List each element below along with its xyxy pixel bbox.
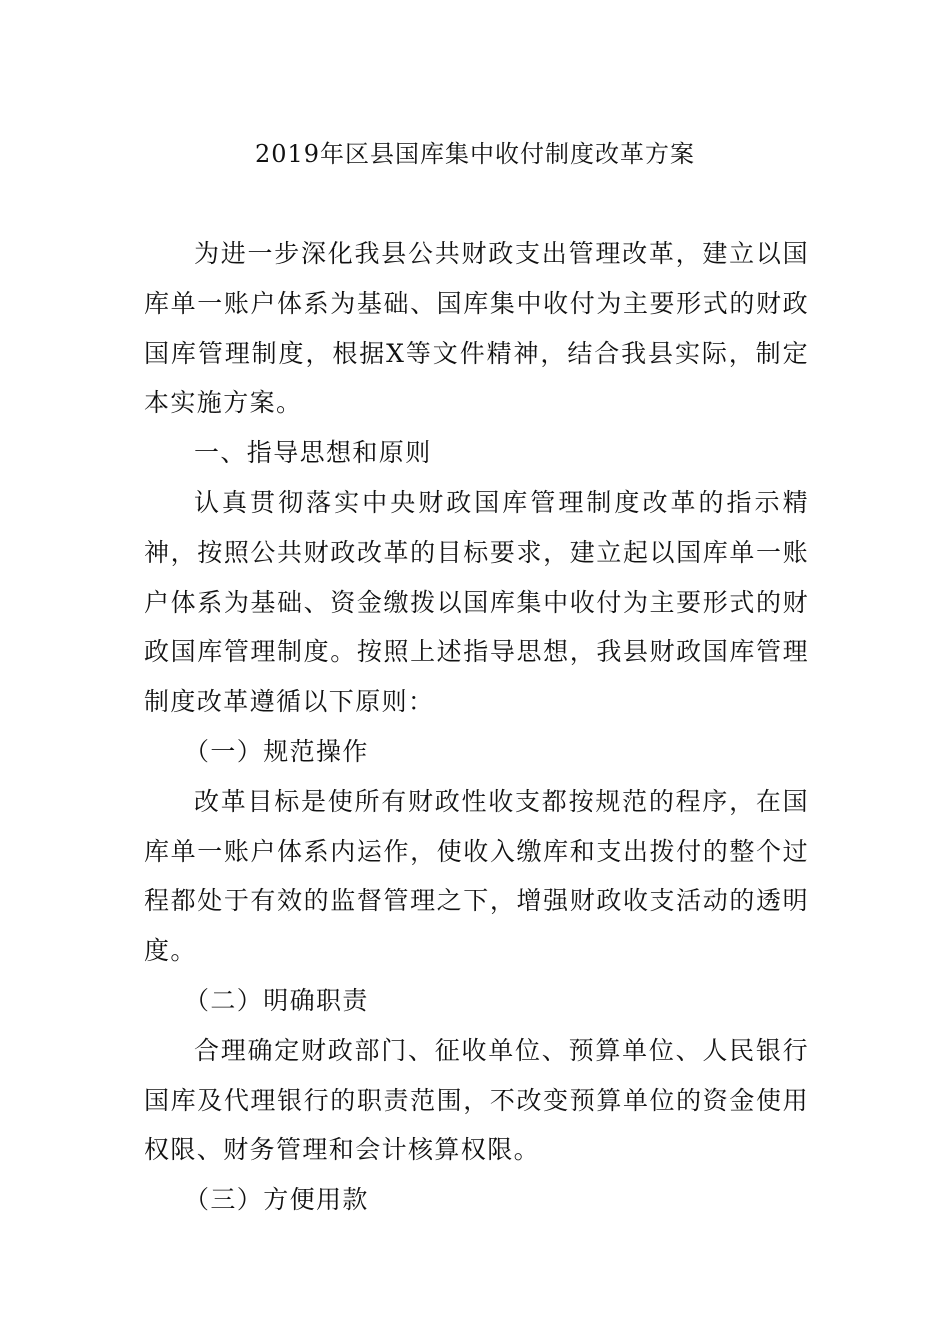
document-body — [144, 229, 809, 1225]
section-heading-guiding-principles: 一、指导思想和原则 — [194, 438, 432, 468]
subheading-standard-operation: （一）规范操作 — [184, 736, 369, 766]
guiding-principles-paragraph: 认真贯彻落实中央财政国库管理制度改革的指示精神，按照公共财政改革的目标要求，建立起以国库单一账户体系为基础、资金缴拨以国库集中收付为主要形式的财政国库管理制度。按照上述指导思想，我县财政国库管理制度改革遵循以下原则： — [144, 487, 809, 717]
subheading-clear-responsibilities: （二）明确职责 — [184, 985, 369, 1015]
standard-operation-paragraph: 改革目标是使所有财政性收支都按规范的程序，在国库单一账户体系内运作，使收入缴库和支出拨付的整个过程都处于有效的监督管理之下，增强财政收支活动的透明度。 — [144, 786, 809, 966]
intro-paragraph: 为进一步深化我县公共财政支出管理改革，建立以国库单一账户体系为基础、国库集中收付为主要形式的财政国库管理制度，根据X等文件精神，结合我县实际，制定本实施方案。 — [144, 239, 809, 418]
clear-responsibilities-paragraph: 合理确定财政部门、征收单位、预算单位、人民银行国库及代理银行的职责范围，不改变预算单位的资金使用权限、财务管理和会计核算权限。 — [144, 1035, 809, 1165]
subheading-convenient-funds: （三）方便用款 — [184, 1185, 369, 1215]
document-title: 2019年区县国库集中收付制度改革方案 — [254, 140, 696, 168]
